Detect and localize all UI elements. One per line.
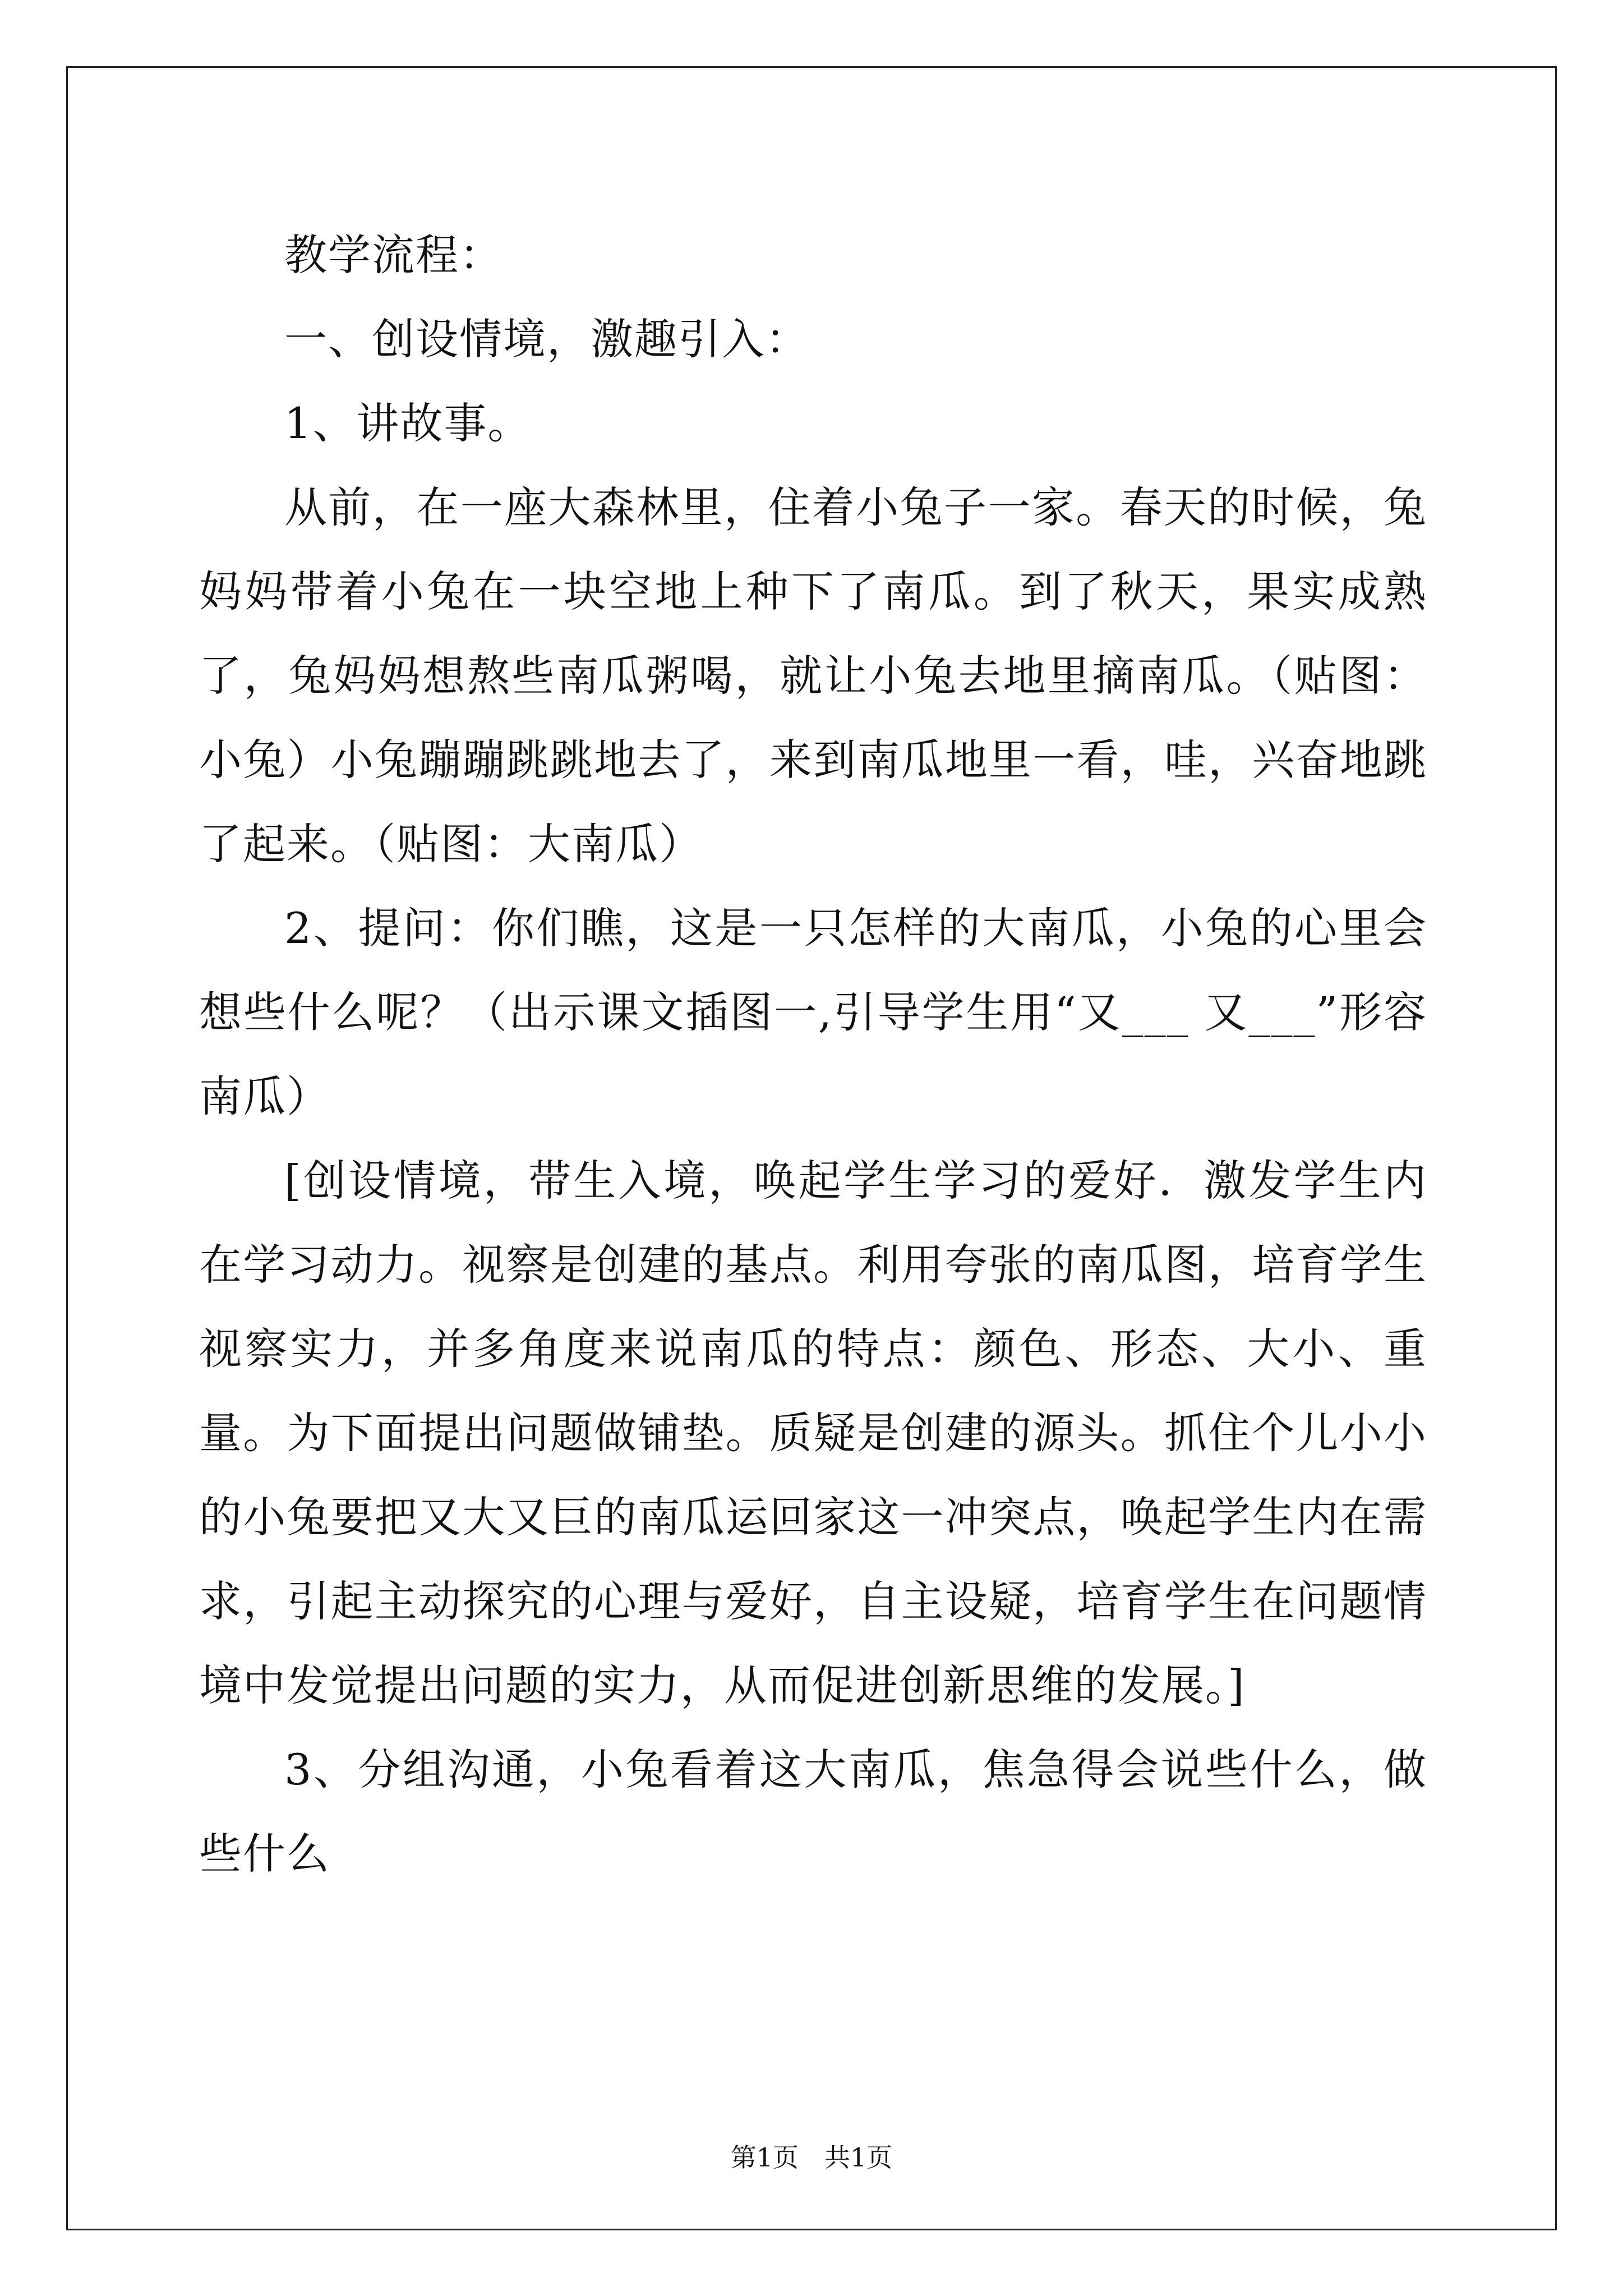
question-paragraph: 2、提问：你们瞧，这是一只怎样的大南瓜，小兔的心里会想些什么呢？（出示课文插图一,引导学生用“又___ 又___”形容南瓜）: [199, 903, 1427, 1121]
document-body: [199, 213, 1427, 1896]
heading-teaching-process: 教学流程：: [284, 230, 503, 280]
story-paragraph: 从前，在一座大森林里，住着小兔子一家。春天的时候，兔妈妈带着小兔在一块空地上种下了南瓜。到了秋天，果实成熟了，兔妈妈想熬些南瓜粥喝，就让小兔去地里摘南瓜。（贴图：小兔）小兔蹦蹦跳跳地去了，来到南瓜地里一看，哇，兴奋地跳了起来。（贴图：大南瓜）: [199, 482, 1427, 869]
page-number: 第1页 共1页: [730, 2142, 893, 2173]
section-heading-intro: 一、创设情境，激趣引入：: [284, 314, 809, 364]
design-note-paragraph: [创设情境，带生入境，唤起学生学习的爱好．激发学生内在学习动力。视察是创建的基点。利用夸张的南瓜图，培育学生视察实力，并多角度来说南瓜的特点：颜色、形态、大小、重量。为下面提出问题做铺垫。质疑是创建的源头。抓住个儿小小的小兔要把又大又巨的南瓜运回家这一冲突点，唤起学生内在需求，引起主动探究的心理与爱好，自主设疑，培育学生在问题情境中发觉提出问题的实力，从而促进创新思维的发展。]: [199, 1156, 1427, 1710]
step-story: 1、讲故事。: [284, 398, 532, 448]
group-discussion-paragraph: 3、分组沟通，小兔看着这大南瓜，焦急得会说些什么，做些什么: [199, 1745, 1427, 1879]
